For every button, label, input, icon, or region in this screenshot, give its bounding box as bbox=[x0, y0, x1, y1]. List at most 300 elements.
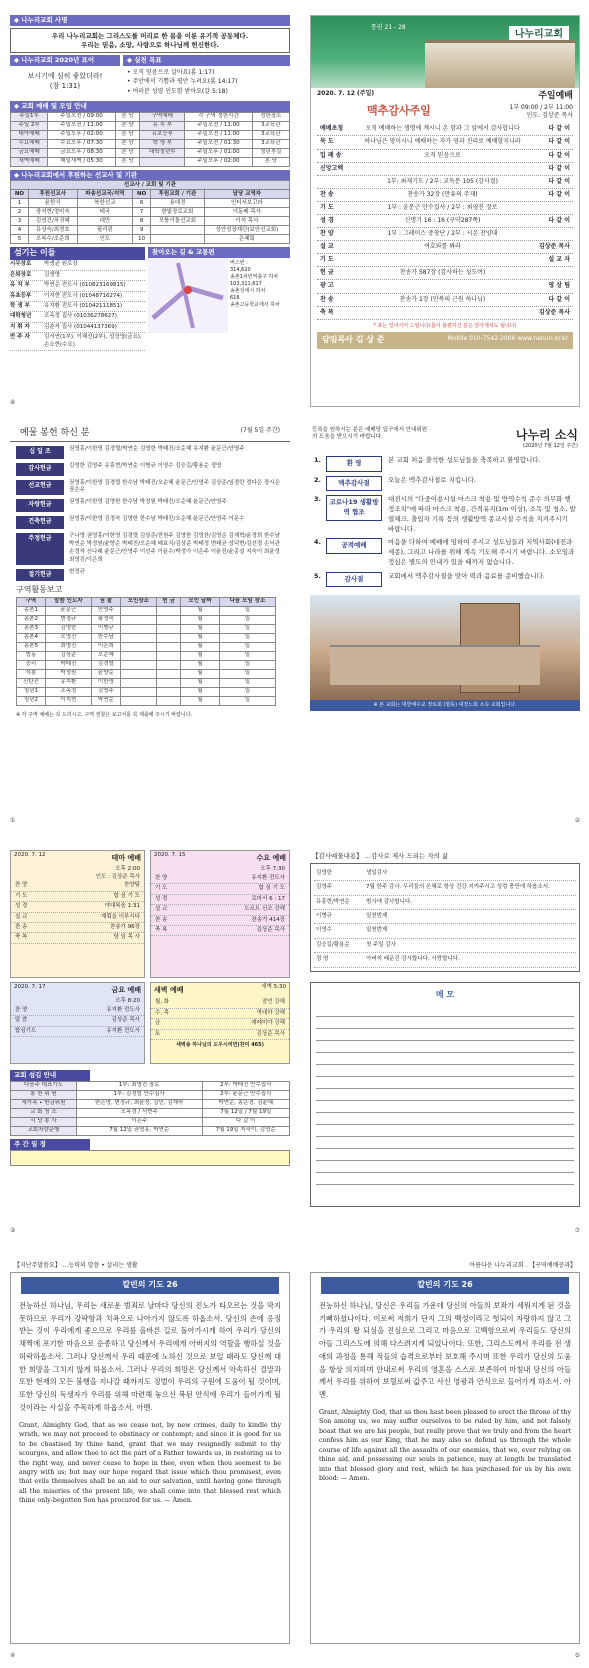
table-row bbox=[11, 139, 290, 148]
table-row bbox=[17, 670, 276, 679]
offering-row bbox=[16, 480, 284, 496]
memo-line bbox=[316, 1161, 574, 1173]
table-cell: 오영진 bbox=[45, 634, 91, 643]
news-text: 마음을 다하여 예배에 임하여 주시고 성도님들과 지역사회(대전과 세종), 그리고 나라를 위해 계속 기도해 주시기 바랍니다. 소모임과 정심은 별도의 안내가 있을 때까지 없습니다. bbox=[388, 538, 575, 566]
order-leader bbox=[525, 230, 570, 238]
table-cell: 필리핀 bbox=[77, 226, 133, 235]
table-row bbox=[11, 130, 290, 139]
mission-subheading: 선교사 / 교회 및 기관 bbox=[11, 181, 290, 190]
weekly-heading: 주 간 일 정 bbox=[10, 1139, 90, 1150]
table-cell: 주일오전 / 11:00 bbox=[48, 121, 115, 130]
column-header: 담당 교역자 bbox=[204, 190, 289, 199]
table-cell: 이동배 목사 bbox=[204, 208, 289, 217]
page-number: ② bbox=[10, 1226, 16, 1234]
year-verse: 보시기에 심히 좋았더라! bbox=[27, 72, 103, 81]
prayer-title: 칼빈의 기도 26 bbox=[321, 1277, 569, 1294]
table-cell bbox=[156, 697, 180, 706]
staff-row bbox=[10, 302, 145, 312]
table-cell: 이한영 bbox=[91, 679, 120, 688]
memo-line bbox=[316, 1053, 574, 1065]
thanks-list bbox=[310, 863, 580, 972]
order-label: 설 교 bbox=[320, 243, 334, 251]
bulletin-page-prayer-right bbox=[310, 1260, 580, 1660]
service-value: 담 임 목 사 bbox=[113, 934, 140, 941]
staff-row bbox=[10, 271, 145, 281]
order-content bbox=[360, 256, 525, 264]
wednesday-time: 오후 7:30 bbox=[260, 866, 285, 873]
table-cell: 구역예배 bbox=[140, 112, 185, 121]
table-cell: 각 구역 정한시간 bbox=[185, 112, 252, 121]
news-item bbox=[314, 476, 576, 492]
service-preacher: 인도: 김상준 목사 bbox=[526, 112, 573, 120]
thanks-content: 일천번제 bbox=[366, 927, 388, 934]
thanks-row bbox=[314, 896, 576, 910]
offering-title-row bbox=[10, 425, 290, 442]
service-line bbox=[11, 913, 144, 923]
table-cell: 한수남 bbox=[91, 634, 120, 643]
table-cell: 본 당 bbox=[115, 112, 140, 121]
order-leader: 다 같 이 bbox=[548, 295, 570, 303]
table-cell bbox=[120, 661, 156, 670]
staff-row bbox=[10, 312, 145, 322]
offering-names: 김영한 김영주 유흥현/박연순 이병규 이영수 김승길/황용순 정영 bbox=[69, 462, 222, 469]
wednesday-title: 수요 예배 bbox=[256, 854, 286, 862]
order-content bbox=[360, 165, 525, 173]
memo-line bbox=[316, 1017, 574, 1029]
table-cell: 주일오후 / 02:00 bbox=[48, 130, 115, 139]
thanks-name: 이병규 bbox=[316, 913, 332, 920]
bus-line: 616 bbox=[230, 295, 240, 302]
table-cell: 일 bbox=[219, 652, 275, 661]
table-cell bbox=[120, 697, 156, 706]
order-of-service bbox=[317, 123, 573, 319]
worship-table bbox=[10, 112, 290, 167]
service-item: 축 복 bbox=[155, 926, 168, 933]
year-ref: (창 1:31) bbox=[49, 81, 81, 90]
memo-line bbox=[316, 1137, 574, 1149]
staff-row bbox=[10, 260, 145, 270]
offering-names: 권영흥/이한영 김영한 한수남 박정원 박태진/오순혜 윤문근/안영주 bbox=[69, 499, 227, 506]
table-cell: 인도 bbox=[77, 235, 133, 244]
table-cell bbox=[120, 625, 156, 634]
order-row bbox=[317, 215, 573, 228]
table-cell: 3교육관 bbox=[252, 121, 289, 130]
thanks-row bbox=[314, 924, 576, 938]
service-value: 역대하 강해 bbox=[256, 1009, 285, 1016]
church-map bbox=[148, 258, 228, 333]
service-value: 찬송가 96장 bbox=[110, 923, 140, 930]
church-photo bbox=[310, 595, 580, 700]
order-leader: 영 상 팀 bbox=[548, 282, 570, 290]
table-cell: 법동 bbox=[17, 652, 46, 661]
standing-note: * 표는 일어서서 드립니다(몸이 불편하신 분은 앉아계셔도 됩니다) bbox=[373, 322, 517, 329]
table-row bbox=[11, 1126, 290, 1135]
wednesday-date: 2020. 7. 15 bbox=[154, 852, 186, 858]
bulletin-page-info bbox=[10, 15, 290, 407]
table-cell: 대만 bbox=[77, 217, 133, 226]
table-cell: 3 bbox=[11, 217, 29, 226]
year-motto bbox=[10, 55, 120, 98]
table-cell bbox=[156, 607, 180, 616]
order-row bbox=[317, 228, 573, 241]
bus-line: 103,311,617 bbox=[230, 281, 262, 288]
offering-names: 변정규 bbox=[69, 568, 85, 575]
order-row bbox=[317, 163, 573, 176]
table-cell bbox=[140, 157, 185, 166]
order-label: 기 도 bbox=[320, 203, 334, 211]
table-cell bbox=[120, 688, 156, 697]
sunday-time: 오후 2:00 bbox=[115, 866, 140, 873]
duty-heading: 교회 섬김 안내 bbox=[10, 1070, 90, 1081]
prayer-box bbox=[10, 1272, 290, 1644]
memo-line bbox=[316, 1101, 574, 1113]
table-cell: 2부: 윤문근 안수집사 bbox=[202, 1090, 289, 1099]
thanks-row bbox=[314, 953, 576, 967]
table-cell: 월 bbox=[181, 670, 220, 679]
service-line bbox=[11, 892, 144, 902]
church-logo: 나누리교회 bbox=[509, 26, 569, 44]
order-leader: 설 교 자 bbox=[548, 256, 570, 264]
service-line bbox=[151, 1009, 289, 1019]
table-cell: 오순혜 bbox=[91, 652, 120, 661]
page-number: ④ bbox=[10, 1651, 16, 1659]
order-row bbox=[317, 150, 573, 163]
table-cell: 주일오전 / 01:30 bbox=[185, 139, 252, 148]
order-label: 예배초청 bbox=[320, 125, 344, 133]
table-cell: 일 bbox=[219, 607, 275, 616]
table-cell: 석봉 bbox=[17, 670, 46, 679]
staff-name: 김생명 bbox=[44, 271, 60, 278]
table-cell: 태국 bbox=[77, 208, 133, 217]
pastor-name: 담임목사 김 상 준 bbox=[322, 335, 385, 345]
bulletin-page-news bbox=[310, 425, 580, 825]
column-header: 구역 bbox=[17, 598, 46, 607]
table-cell bbox=[120, 634, 156, 643]
table-cell: 송촌4 bbox=[17, 634, 46, 643]
thanks-name: 김영주 bbox=[316, 884, 332, 891]
table-row bbox=[11, 112, 290, 121]
table-cell bbox=[120, 607, 156, 616]
order-leader: 김상준 목사 bbox=[538, 308, 570, 316]
table-cell: 송촌3 bbox=[17, 625, 46, 634]
service-line bbox=[151, 916, 289, 926]
memo-line bbox=[316, 1149, 574, 1161]
order-label: 축 복 bbox=[320, 308, 334, 316]
order-content: 찬송가 587장 (감사하는 성도여) bbox=[399, 269, 486, 277]
memo-line bbox=[316, 1065, 574, 1077]
table-cell: 박태진 bbox=[45, 661, 91, 670]
table-cell bbox=[156, 643, 180, 652]
offering-row bbox=[16, 516, 284, 529]
staff-role: 유 치 부 bbox=[10, 282, 30, 289]
offering-category: 주정헌금 bbox=[16, 533, 64, 565]
table-cell: 신탄진 bbox=[17, 679, 46, 688]
table-cell: 유지환 bbox=[45, 679, 91, 688]
thanks-content: 아버지 배운건 감사합니다. 사랑합니다. bbox=[366, 956, 460, 963]
staff-role: 대학청년 bbox=[10, 313, 32, 320]
practice-goals bbox=[123, 55, 290, 98]
year-heading: ◆ 나누리교회 2020년 표어 bbox=[10, 55, 120, 66]
offering-category: 십 일 조 bbox=[16, 446, 64, 459]
table-cell: 학 생 부 bbox=[140, 139, 185, 148]
table-cell: 3교육관 bbox=[252, 139, 289, 148]
friday-date: 2020. 7. 17 bbox=[14, 984, 46, 990]
table-cell bbox=[120, 670, 156, 679]
table-cell: 이지현 bbox=[45, 697, 91, 706]
memo-line bbox=[316, 1089, 574, 1101]
friday-title: 금요 예배 bbox=[111, 986, 141, 994]
table-row bbox=[17, 679, 276, 688]
order-label bbox=[320, 178, 360, 186]
thanks-name: 김승길/황용순 bbox=[316, 941, 350, 948]
order-label: 찬 송 bbox=[320, 190, 334, 198]
news-label: 환 영 bbox=[326, 456, 382, 472]
order-label: 광 고 bbox=[320, 282, 334, 290]
news-number: 4. bbox=[314, 538, 321, 547]
table-cell: 월 bbox=[181, 643, 220, 652]
table-cell: 교 회 청 소 bbox=[11, 1108, 77, 1117]
vision-box bbox=[10, 28, 290, 54]
church-building-image bbox=[425, 40, 575, 88]
news-number: 1. bbox=[314, 455, 321, 464]
table-cell: 다음주 대표기도 bbox=[11, 1081, 77, 1090]
news-number: 5. bbox=[314, 571, 321, 580]
order-leader: 김상준 목사 bbox=[538, 243, 570, 251]
weekly-schedule-box bbox=[10, 1150, 290, 1166]
table-cell: 6 bbox=[133, 199, 151, 208]
order-row bbox=[317, 241, 573, 254]
table-row bbox=[17, 616, 276, 625]
order-label: 입 례 송 bbox=[320, 151, 342, 159]
year-motto-row bbox=[10, 55, 290, 98]
service-item: 합심기도 bbox=[15, 1027, 37, 1034]
table-cell: 김영한 bbox=[45, 625, 91, 634]
table-cell: 은혜회 bbox=[204, 235, 289, 244]
table-cell: 주일오전 / 11:00 bbox=[185, 121, 252, 130]
table-cell: 주일 2부 bbox=[11, 121, 48, 130]
table-cell: 1부: 김경렬 안수집사 bbox=[76, 1090, 202, 1099]
service-value: 찬송가 414장 bbox=[251, 916, 285, 923]
service-value: 김상준 목사 bbox=[256, 1030, 285, 1037]
order-content: 찬송가 32장 (만유의 주재) bbox=[407, 190, 478, 198]
news-number: 3. bbox=[314, 495, 321, 504]
table-cell: 7월 19일 지숙이, 김영순 bbox=[202, 1126, 289, 1135]
service-item: 찬 송 bbox=[155, 916, 168, 923]
column-header: 후원교회 / 기관 bbox=[151, 190, 205, 199]
table-cell: 윤향순 bbox=[91, 670, 120, 679]
table-cell bbox=[120, 643, 156, 652]
table-cell: 7 bbox=[133, 208, 151, 217]
staff-role: 지 휘 자 bbox=[10, 323, 30, 330]
staff-name: 박연순 전도사 (010823169815) bbox=[44, 282, 126, 289]
mission-heading: ◆ 나누리교회에서 후원하는 선교사 및 기관 bbox=[10, 170, 290, 181]
table-cell: 1 bbox=[11, 199, 29, 208]
table-cell bbox=[120, 616, 156, 625]
table-cell: 청년1 bbox=[17, 688, 46, 697]
table-cell bbox=[156, 625, 180, 634]
table-cell: 수요오후 / 07:30 bbox=[48, 139, 115, 148]
news-item bbox=[314, 456, 576, 472]
news-item bbox=[314, 538, 576, 567]
table-cell: 주일오전 / 09:00 bbox=[48, 112, 115, 121]
offering-list bbox=[16, 446, 284, 581]
table-cell: 변정규 bbox=[45, 616, 91, 625]
table-cell: 김성건/차귀혜 bbox=[28, 217, 77, 226]
service-line bbox=[151, 998, 289, 1008]
practice-item: • 여러분 성령 인도함 받아요(갈 5:18) bbox=[127, 87, 228, 95]
order-leader bbox=[525, 204, 570, 212]
order-label: 성 경 bbox=[320, 216, 334, 224]
table-cell: 주일오후 / 02:00 bbox=[185, 157, 252, 166]
offering-date: (7월 5일 주간) bbox=[240, 427, 280, 434]
table-row bbox=[11, 226, 290, 235]
table-cell: 월 bbox=[181, 616, 220, 625]
photo-caption: ※ 본 교회는 대한예수교 장로회 (합동) 대전노회 소속 교회입니다. bbox=[310, 700, 580, 711]
table-cell: 10 bbox=[133, 235, 151, 244]
table-cell: 월 bbox=[181, 661, 220, 670]
table-cell: 5 bbox=[11, 235, 29, 244]
table-row bbox=[11, 148, 290, 157]
thanks-row bbox=[314, 881, 576, 895]
service-item: 성 경 bbox=[15, 903, 28, 910]
dawn-title: 새벽 예배 bbox=[154, 986, 184, 994]
service-value: 야대복음 1:31 bbox=[104, 903, 140, 910]
service-line bbox=[151, 1030, 289, 1040]
staff-role: 시무장로 bbox=[10, 261, 32, 268]
table-row bbox=[17, 652, 276, 661]
order-label: 찬 양 bbox=[320, 230, 334, 238]
service-item: 월, 화 bbox=[155, 999, 170, 1006]
news-date: (2020년 7월 12일 주간) bbox=[522, 443, 578, 450]
table-cell: 본 당 bbox=[115, 121, 140, 130]
year-verse-box bbox=[10, 66, 120, 97]
dawn-time: 새벽 5:30 bbox=[261, 984, 286, 990]
table-cell bbox=[156, 634, 180, 643]
thanks-content: 일천번제 bbox=[366, 913, 388, 920]
service-line bbox=[11, 923, 144, 933]
registration-note: 등록을 원하시는 분은 예배당 입구에서 안내위원의 도움을 받으시기 바랍니다. bbox=[312, 427, 428, 441]
table-cell: 이은희 bbox=[91, 643, 120, 652]
order-row bbox=[317, 307, 573, 320]
table-cell: 용대경 bbox=[151, 199, 205, 208]
memo-box bbox=[310, 982, 580, 1207]
table-cell: 월 bbox=[181, 679, 220, 688]
table-cell: 송촌1 bbox=[17, 607, 46, 616]
offering-row bbox=[16, 463, 284, 476]
bulletin-page-thanks bbox=[310, 850, 580, 1235]
order-leader: 다 같 이 bbox=[548, 151, 570, 159]
table-cell: 월 bbox=[181, 625, 220, 634]
page-number: ⑧ bbox=[10, 398, 16, 406]
table-cell: 김영주 bbox=[91, 688, 120, 697]
table-cell: 월 bbox=[181, 652, 220, 661]
table-cell: 일 bbox=[219, 661, 275, 670]
sunday-leader: 인도 : 김상준 목사 bbox=[95, 873, 140, 880]
news-label: 공적예배 bbox=[326, 538, 382, 554]
news-header bbox=[310, 425, 580, 452]
service-value: 찬양팀 bbox=[124, 882, 140, 889]
table-cell: 유상숙/최경호 bbox=[28, 226, 77, 235]
thanks-name: 유흥현/박연순 bbox=[316, 898, 350, 905]
table-cell bbox=[156, 688, 180, 697]
staff-name: 유지환 전도사 (01042111851) bbox=[44, 302, 123, 309]
order-leader: 다 같 이 bbox=[548, 177, 570, 185]
table-cell: 안영주 bbox=[91, 607, 120, 616]
table-cell: 황정숙 bbox=[91, 616, 120, 625]
order-row bbox=[317, 123, 573, 136]
bulletin-page-offerings bbox=[10, 425, 290, 825]
order-row bbox=[317, 267, 573, 280]
table-cell: 2부: 박태진 안수집사 bbox=[202, 1081, 289, 1090]
service-value: 김상준 목사 bbox=[111, 1017, 140, 1024]
table-cell: 이석 목사 bbox=[204, 217, 289, 226]
staff-name: 김춘자 집사 (01044137369) bbox=[44, 323, 117, 330]
staff-name: 김서연(1부), 이혜선(2부), 성상영(금요), 손소현(수요) bbox=[44, 334, 142, 348]
staff-role: 반 주 자 bbox=[10, 334, 30, 341]
table-cell: 일 bbox=[219, 670, 275, 679]
prayer-english: Grant, Almighty God, that as thou hast been pleased to erect the throne of thy Son among us, we may suffer ourselves to be ruled by him, and not falsely boast that we are his people, but really prove that we truly and from the heart confess him as our King, that he may also so defend us through the whole course of life against all the assaults of our enemies, that we, ever relying on thine aid, and possessing our souls in patience, may at length be translated into that blessed glory and rest, which he has purchased for us by his own blood: — Amen. bbox=[319, 1409, 571, 1483]
staff-name: 이지현 전도사 (01048716274) bbox=[44, 292, 123, 299]
table-cell: 일 bbox=[219, 625, 275, 634]
news-list bbox=[314, 456, 576, 588]
table-cell: 일 bbox=[219, 688, 275, 697]
column-header: 헌 금 bbox=[156, 598, 180, 607]
thanks-content: 범사에 감사합니다. bbox=[366, 898, 413, 905]
table-cell: 장석현/정미숙 bbox=[28, 208, 77, 217]
table-cell: 새가족 • 헌금위원 bbox=[11, 1099, 77, 1108]
bus-line: 송촌1차빈역출구 하차 bbox=[230, 274, 279, 281]
service-value: 잠언 강해 bbox=[261, 999, 285, 1006]
date-row bbox=[311, 88, 579, 104]
table-cell: 다 같 이 bbox=[202, 1117, 289, 1126]
table-cell bbox=[120, 679, 156, 688]
practice-item: • 오직 믿음으로 살아요(롬 1:17) bbox=[127, 69, 215, 77]
staff-name: 박생균 원로장 bbox=[44, 261, 78, 268]
prayer-korean: 전능하신 하나님, 당신은 우리들 가운데 당신의 아들의 보좌가 세워지게 된 것을 기뻐하셨나이다. 이로써 저희가 단지 그의 백성이라고 헛되이 자랑하지 않고 그가 우리의 왕 되심을 진심으로 그리고 마음으로 고백함으로써 우리들도 당신의 아들 그리스도에 의해 다스려지게 되었나이다. 또한, 그리스도께서 우리를 전 생애의 과정을 통해 적들의 습격으로부터 보호해 주시며 또한 우리가 당신의 도움을 항상 의지하며 안내로써 우리의 영혼을 스스로 보존하여 마침내 당신의 아들께서 우리를 위하여 보혈로써 값주고 사신 영광과 안식으로 들어가게 하소서. 아멘. bbox=[319, 1300, 571, 1400]
service-item: 말 씀 bbox=[15, 1017, 28, 1024]
table-cell: 대학청년부 bbox=[140, 148, 185, 157]
service-line bbox=[151, 926, 289, 936]
table-cell: 오복수/조준희 bbox=[28, 235, 77, 244]
service-value: 로마서 6 : 17 bbox=[251, 895, 285, 902]
service-line bbox=[11, 881, 144, 891]
table-cell: 모퉁이돌선교회 bbox=[151, 217, 205, 226]
table-cell: 한은영, 변정규, 최윤성, 김민, 김재숙 bbox=[76, 1099, 202, 1108]
table-row bbox=[17, 697, 276, 706]
memo-title: 메 모 bbox=[435, 989, 455, 999]
service-line bbox=[151, 874, 289, 884]
duty-table bbox=[10, 1081, 290, 1136]
staff-heading: 섬기는 이들 bbox=[10, 247, 145, 260]
staff-role: 은퇴장로 bbox=[10, 271, 32, 278]
service-value: 유지환 전도사 bbox=[106, 1006, 140, 1013]
order-content: 1부: 최재기도 / 2부: 교독문 105 (감사절) bbox=[387, 177, 498, 185]
prayer-section-heading: 【지난주말씀요】 ...능력의 말씀 • 살리는 생활 bbox=[14, 1262, 138, 1269]
vision-line: 우리는 믿음, 소망, 사랑으로 하나님께 헌신한다. bbox=[80, 40, 220, 49]
table-cell: 김경렬 bbox=[91, 661, 120, 670]
dawn-note: 새벽송 하나님의 도우시려면(찬미 465) bbox=[176, 1042, 264, 1049]
table-cell: 박연순, 송은경, 김윤혜 bbox=[202, 1099, 289, 1108]
table-cell: 일 bbox=[219, 679, 275, 688]
order-content: 오직 믿음으로 bbox=[424, 151, 461, 159]
service-item: 기 도 bbox=[155, 885, 168, 892]
map-section bbox=[148, 247, 290, 351]
table-cell: 4 bbox=[11, 226, 29, 235]
worship-heading: ◆ 교회 예배 및 모임 안내 bbox=[10, 101, 290, 112]
news-text: 대전시의 "다중이용시설 마스크 착용 및 방역수칙 준수 의무화 행정조치"에 따라 마스크 착용, 간격유지(1m 이상), 소독 및 청소, 발열체크, 출입자 기록 등의 생활방역 종교시설 수칙을 지켜주시기 바랍니다. bbox=[388, 495, 576, 533]
service-value: 예레미야 강해 bbox=[251, 1020, 285, 1027]
sunday-date: 2020. 7. 12 bbox=[14, 852, 46, 858]
